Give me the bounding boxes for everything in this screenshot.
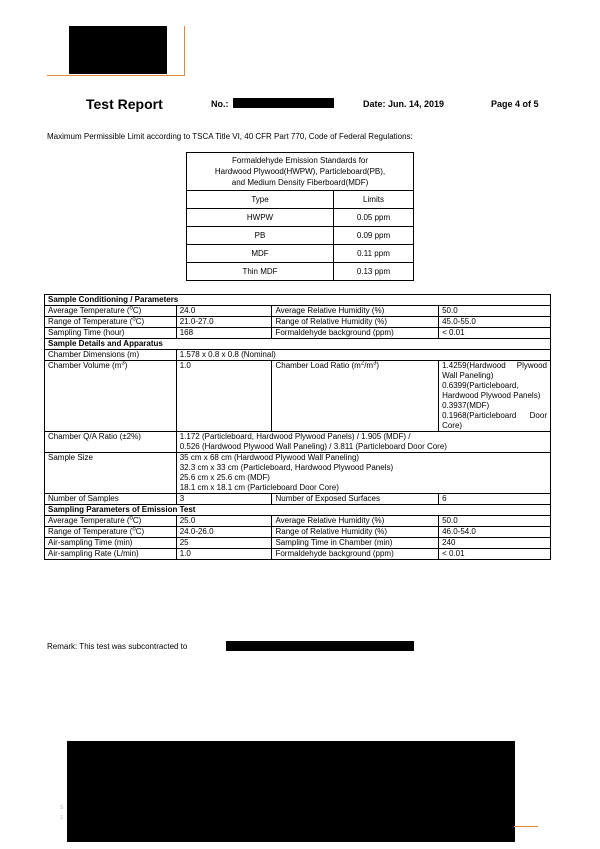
param-label: Sample Size [45,453,177,494]
param-label: Range of Relative Humidity (%) [272,527,439,538]
param-label: Chamber Q/A Ratio (±2%) [45,432,177,453]
type-cell: MDF [187,245,334,263]
report-number-label: No.: [211,99,229,109]
type-cell: HWPW [187,209,334,227]
param-label: Average Temperature ($^o$C) [45,516,177,527]
remark-text: Remark: This test was subcontracted to [47,642,188,651]
col-limits-header: Limits [334,191,414,209]
param-value: 1.4259(Hardwood Plywood Wall Paneling) 0.6399(Particleboard, Hardwood Plywood Panels) 0.3937(MDF) 0.1968(Particleboard Door Core) [439,361,551,432]
param-value: 50.0 [439,516,551,527]
param-value: 35 cm x 68 cm (Hardwood Plywood Wall Paneling) 32.3 cm x 33 cm (Particleboard, Hardwood Plywood Panels) 25.6 cm x 25.6 cm (MDF) 18.1 cm x 18.1 cm (Particleboard Door Core) [176,453,550,494]
test-parameters-table [44,294,551,560]
col-type-header: Type [187,191,334,209]
param-value: 46.0-54.0 [439,527,551,538]
table-row [45,494,551,505]
table-row [45,549,551,560]
footer-redaction [67,741,515,842]
type-cell: PB [187,227,334,245]
param-label: Chamber Volume $(m^3)$ [45,361,177,432]
param-value: 25.0 [176,516,272,527]
standards-header-line: Hardwood Plywood(HWPW), Particleboard(PB), [214,167,386,176]
table-row [45,516,551,527]
crop-mark [47,75,184,76]
table-row [187,263,414,281]
section-title-conditioning: Sample Conditioning / Parameters [45,295,551,306]
param-label: Chamber Load Ratio $(m^2/m^3)$ [272,361,439,432]
param-label: Range of Temperature ($^o$C) [45,527,177,538]
report-number-redaction [233,98,334,108]
param-label: Air-sampling Time (min) [45,538,177,549]
param-label: Formaldehyde background (ppm) [272,328,439,339]
standards-header-line: and Medium Density Fiberboard(MDF) [231,178,369,187]
logo-redaction [69,26,167,74]
footer-faint-text: 1 [60,815,63,821]
table-row [45,361,551,432]
param-value: 1.172 (Particleboard, Hardwood Plywood Panels) / 1.905 (MDF) / 0.526 (Hardwood Plywood Wall Paneling) / 3.811 (Particleboard Door Core) [176,432,550,453]
param-label: Formaldehyde background (ppm) [272,549,439,560]
section-title-details: Sample Details and Apparatus [45,339,551,350]
param-value: 21.0-27.0 [176,317,272,328]
param-label: Average Relative Humidity (%) [272,516,439,527]
param-label: Number of Samples [45,494,177,505]
param-value: 240 [439,538,551,549]
table-row [45,350,551,361]
intro-text: Maximum Permissible Limit according to TSCA Title VI, 40 CFR Part 770, Code of Federal Regulations: [47,132,413,141]
param-label: Sampling Time in Chamber (min) [272,538,439,549]
param-value: 1.0 [176,549,272,560]
param-value: 1.0 [176,361,272,432]
limit-cell: 0.13 ppm [334,263,414,281]
param-label: Number of Exposed Surfaces [272,494,439,505]
limit-cell: 0.05 ppm [334,209,414,227]
param-label: Air-sampling Rate (L/min) [45,549,177,560]
param-value: 24.0 [176,306,272,317]
report-title: Test Report [86,96,163,112]
standards-header [187,153,414,191]
table-row [45,538,551,549]
report-date: Date: Jun. 14, 2019 [363,99,445,109]
footer-faint-text: S [60,805,64,811]
param-value: 45.0-55.0 [439,317,551,328]
table-row [45,306,551,317]
table-row [45,328,551,339]
param-label: Range of Temperature ($^o$C) [45,317,177,328]
param-value: 50.0 [439,306,551,317]
page-number: Page 4 of 5 [491,99,539,109]
emission-standards-table [186,152,414,281]
param-value: 24.0-26.0 [176,527,272,538]
param-value: 25 [176,538,272,549]
table-row [45,317,551,328]
param-label: Average Relative Humidity (%) [272,306,439,317]
table-row [187,245,414,263]
param-value: < 0.01 [439,328,551,339]
table-row [45,453,551,494]
param-value: 3 [176,494,272,505]
crop-mark [184,26,185,76]
param-value: 168 [176,328,272,339]
param-value: 1.578 x 0.8 x 0.8 (Nominal) [176,350,550,361]
param-value: 6 [439,494,551,505]
table-row [187,227,414,245]
param-label: Chamber Dimensions (m) [45,350,177,361]
param-value: < 0.01 [439,549,551,560]
section-title-emission: Sampling Parameters of Emission Test [45,505,551,516]
limit-cell: 0.09 ppm [334,227,414,245]
table-row [187,209,414,227]
table-row [45,432,551,453]
param-label: Range of Relative Humidity (%) [272,317,439,328]
param-label: Sampling Time (hour) [45,328,177,339]
table-row [45,527,551,538]
remark-redaction [226,641,414,651]
type-cell: Thin MDF [187,263,334,281]
limit-cell: 0.11 ppm [334,245,414,263]
param-label: Average Temperature ($^o$C) [45,306,177,317]
crop-mark [514,826,538,827]
standards-header-line: Formaldehyde Emission Standards for [231,156,369,165]
